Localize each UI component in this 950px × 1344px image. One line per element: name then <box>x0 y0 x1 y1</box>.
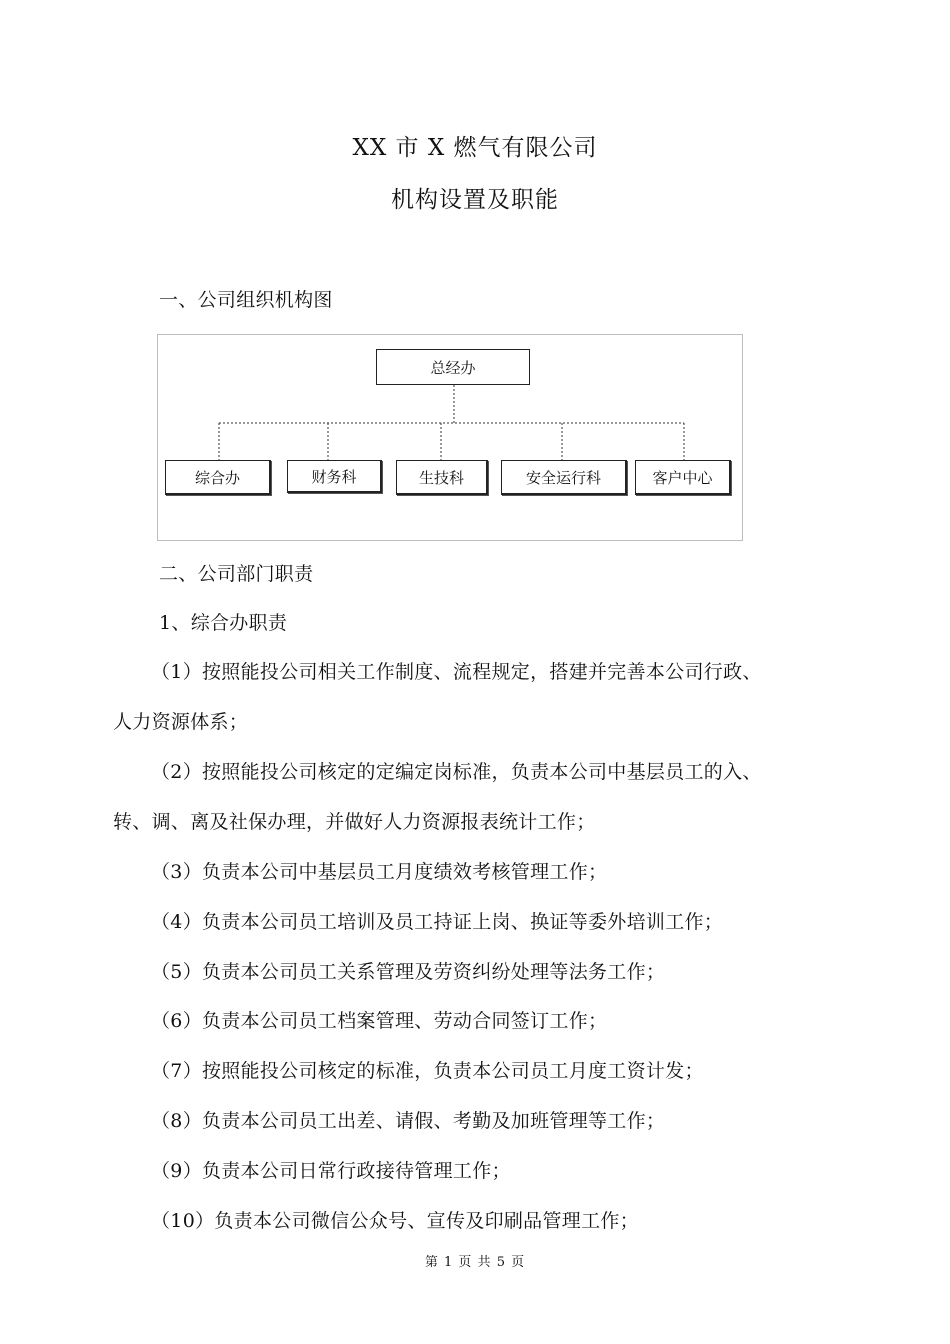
section-heading-duties: 二、公司部门职责 <box>159 563 314 585</box>
paragraph-line: 转、调、离及社保办理，并做好人力资源报表统计工作； <box>113 811 596 833</box>
org-node-production-tech: 生技科 <box>396 460 488 495</box>
paragraph-line: （8）负责本公司员工出差、请假、考勤及加班管理等工作； <box>151 1110 666 1132</box>
paragraph-line: （7）按照能投公司核定的标准，负责本公司员工月度工资计发； <box>151 1060 704 1082</box>
org-node-safety-operations: 安全运行科 <box>501 460 627 495</box>
document-title: XX 市 X 燃气有限公司 <box>352 135 598 161</box>
paragraph-line: （3）负责本公司中基层员工月度绩效考核管理工作； <box>151 861 608 883</box>
subsection-heading: 1、综合办职责 <box>159 612 288 634</box>
org-node-general-office: 总经办 <box>376 349 530 385</box>
org-node-finance: 财务科 <box>287 460 382 493</box>
paragraph-line: （2）按照能投公司核定的定编定岗标准，负责本公司中基层员工的入、 <box>151 761 762 783</box>
section-heading-org-chart: 一、公司组织机构图 <box>159 289 333 311</box>
org-node-general-affairs: 综合办 <box>165 460 271 495</box>
paragraph-line: （1）按照能投公司相关工作制度、流程规定，搭建并完善本公司行政、 <box>151 661 762 683</box>
document-subtitle: 机构设置及职能 <box>391 187 559 213</box>
paragraph-line: （9）负责本公司日常行政接待管理工作； <box>151 1160 511 1182</box>
paragraph-line: 人力资源体系； <box>113 711 249 733</box>
paragraph-line: （4）负责本公司员工培训及员工持证上岗、换证等委外培训工作； <box>151 911 724 933</box>
paragraph-line: （10）负责本公司微信公众号、宣传及印刷品管理工作； <box>151 1210 639 1232</box>
page-number-footer: 第 1 页 共 5 页 <box>424 1255 526 1270</box>
org-node-customer-center: 客户中心 <box>635 460 731 495</box>
paragraph-line: （5）负责本公司员工关系管理及劳资纠纷处理等法务工作； <box>151 961 666 983</box>
paragraph-line: （6）负责本公司员工档案管理、劳动合同签订工作； <box>151 1010 608 1032</box>
org-chart <box>157 334 743 541</box>
